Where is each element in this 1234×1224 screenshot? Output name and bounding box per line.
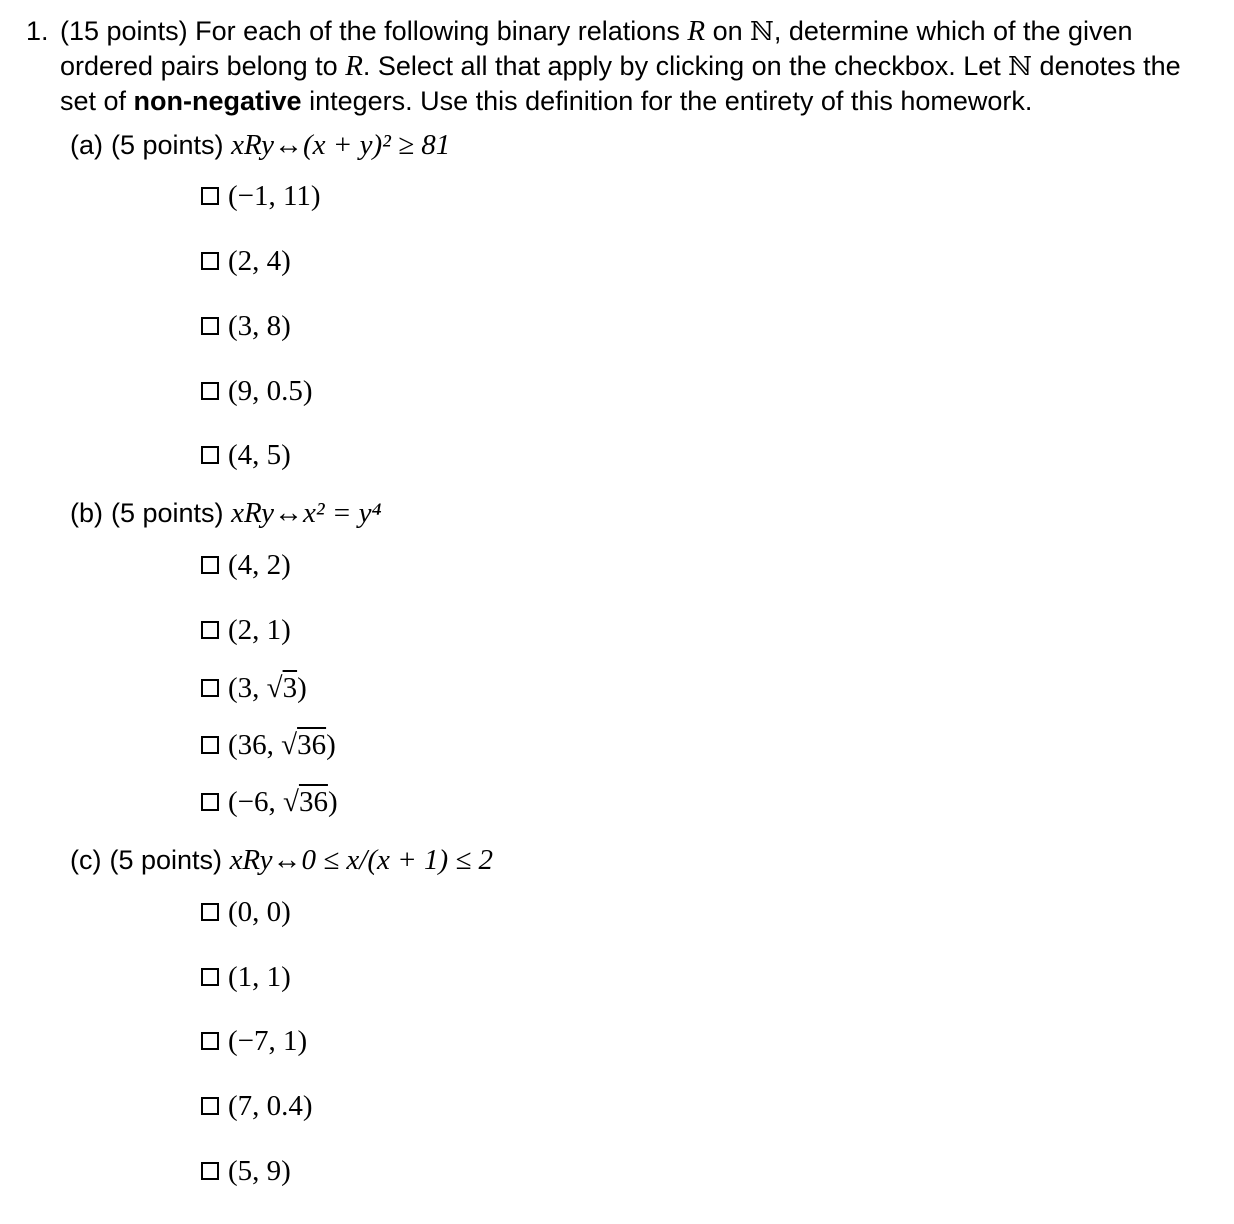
checkbox[interactable]: [201, 736, 219, 754]
option-a-4[interactable]: [201, 374, 313, 408]
part-c-header: [70, 843, 493, 877]
checkbox[interactable]: [201, 793, 219, 811]
checkbox[interactable]: [201, 1032, 219, 1050]
question-text-segment: , determine which of the given ordered pairs belong to: [60, 16, 1133, 81]
option-label-suffix: ): [326, 728, 336, 761]
option-label-prefix: (−6, √: [228, 785, 299, 818]
emphasis-non-negative: non-negative: [133, 86, 302, 116]
checkbox[interactable]: [201, 252, 219, 270]
option-b-1[interactable]: [201, 548, 291, 582]
option-a-1[interactable]: [201, 179, 321, 213]
option-label: (5, 9): [228, 1154, 291, 1187]
relation-formula: xRy↔(x + y)² ≥ 81: [231, 129, 451, 161]
radicand: 3: [282, 671, 298, 704]
part-points: (5 points): [111, 498, 224, 528]
option-b-5[interactable]: [201, 785, 338, 819]
option-label: [228, 729, 336, 762]
option-label: (4, 5): [228, 438, 291, 471]
option-b-4[interactable]: [201, 728, 336, 762]
option-label: (9, 0.5): [228, 374, 313, 407]
option-label: [228, 672, 307, 705]
question-text-segment: denotes the set of: [60, 51, 1181, 116]
option-a-5[interactable]: [201, 438, 291, 472]
part-points: (5 points): [109, 845, 223, 875]
option-c-3[interactable]: [201, 1024, 307, 1058]
radicand: 36: [297, 728, 327, 761]
option-label: [228, 786, 338, 819]
option-a-2[interactable]: [201, 244, 291, 278]
checkbox[interactable]: [201, 679, 219, 697]
option-label: (1, 1): [228, 960, 291, 993]
question-text-segment: . Select all that apply by clicking on the checkbox. Let: [362, 51, 1009, 81]
option-label: (7, 0.4): [228, 1089, 313, 1122]
checkbox[interactable]: [201, 556, 219, 574]
relation-formula: xRy↔x² = y⁴: [231, 497, 382, 529]
checkbox[interactable]: [201, 968, 219, 986]
part-label: (a): [70, 130, 103, 160]
question-text-segment: integers. Use this definition for the entirety of this homework.: [301, 86, 1033, 116]
option-label: (−1, 11): [228, 179, 321, 212]
checkbox[interactable]: [201, 903, 219, 921]
option-label: (3, 8): [228, 309, 291, 342]
option-c-1[interactable]: [201, 895, 291, 929]
option-a-3[interactable]: [201, 309, 291, 343]
checkbox[interactable]: [201, 446, 219, 464]
option-b-2[interactable]: [201, 613, 291, 647]
question-text: [60, 14, 1216, 118]
question-number: 1.: [26, 16, 49, 46]
naturals-symbol: ℕ: [1008, 52, 1033, 82]
part-label: (c): [70, 845, 102, 875]
option-label: (0, 0): [228, 895, 291, 928]
option-label-suffix: ): [327, 785, 338, 818]
naturals-symbol: ℕ: [750, 17, 774, 47]
part-a-header: [70, 128, 450, 162]
option-label-prefix: (3, √: [228, 671, 283, 704]
part-points: (5 points): [111, 130, 224, 160]
option-label-suffix: ): [297, 671, 307, 704]
option-c-5[interactable]: [201, 1154, 291, 1188]
relation-symbol: R: [345, 50, 363, 82]
option-c-2[interactable]: [201, 960, 291, 994]
option-c-4[interactable]: [201, 1089, 313, 1123]
option-label: (2, 1): [228, 613, 291, 646]
part-b-header: [70, 496, 382, 530]
checkbox[interactable]: [201, 317, 219, 335]
question-text-segment: For each of the following binary relations: [187, 16, 688, 46]
option-label: (4, 2): [228, 548, 291, 581]
option-label: (2, 4): [228, 244, 291, 277]
option-label: (−7, 1): [228, 1024, 308, 1057]
question-points: (15 points): [60, 16, 188, 46]
checkbox[interactable]: [201, 1162, 219, 1180]
checkbox[interactable]: [201, 1097, 219, 1115]
checkbox[interactable]: [201, 187, 219, 205]
part-label: (b): [70, 498, 103, 528]
question-header: [26, 14, 1216, 118]
checkbox[interactable]: [201, 621, 219, 639]
question-text-segment: on: [705, 16, 751, 46]
checkbox[interactable]: [201, 382, 219, 400]
relation-symbol: R: [687, 15, 706, 47]
radicand: 36: [298, 785, 328, 818]
option-b-3[interactable]: [201, 671, 307, 705]
relation-formula: xRy↔0 ≤ x/(x + 1) ≤ 2: [229, 844, 494, 876]
option-label-prefix: (36, √: [228, 728, 298, 761]
